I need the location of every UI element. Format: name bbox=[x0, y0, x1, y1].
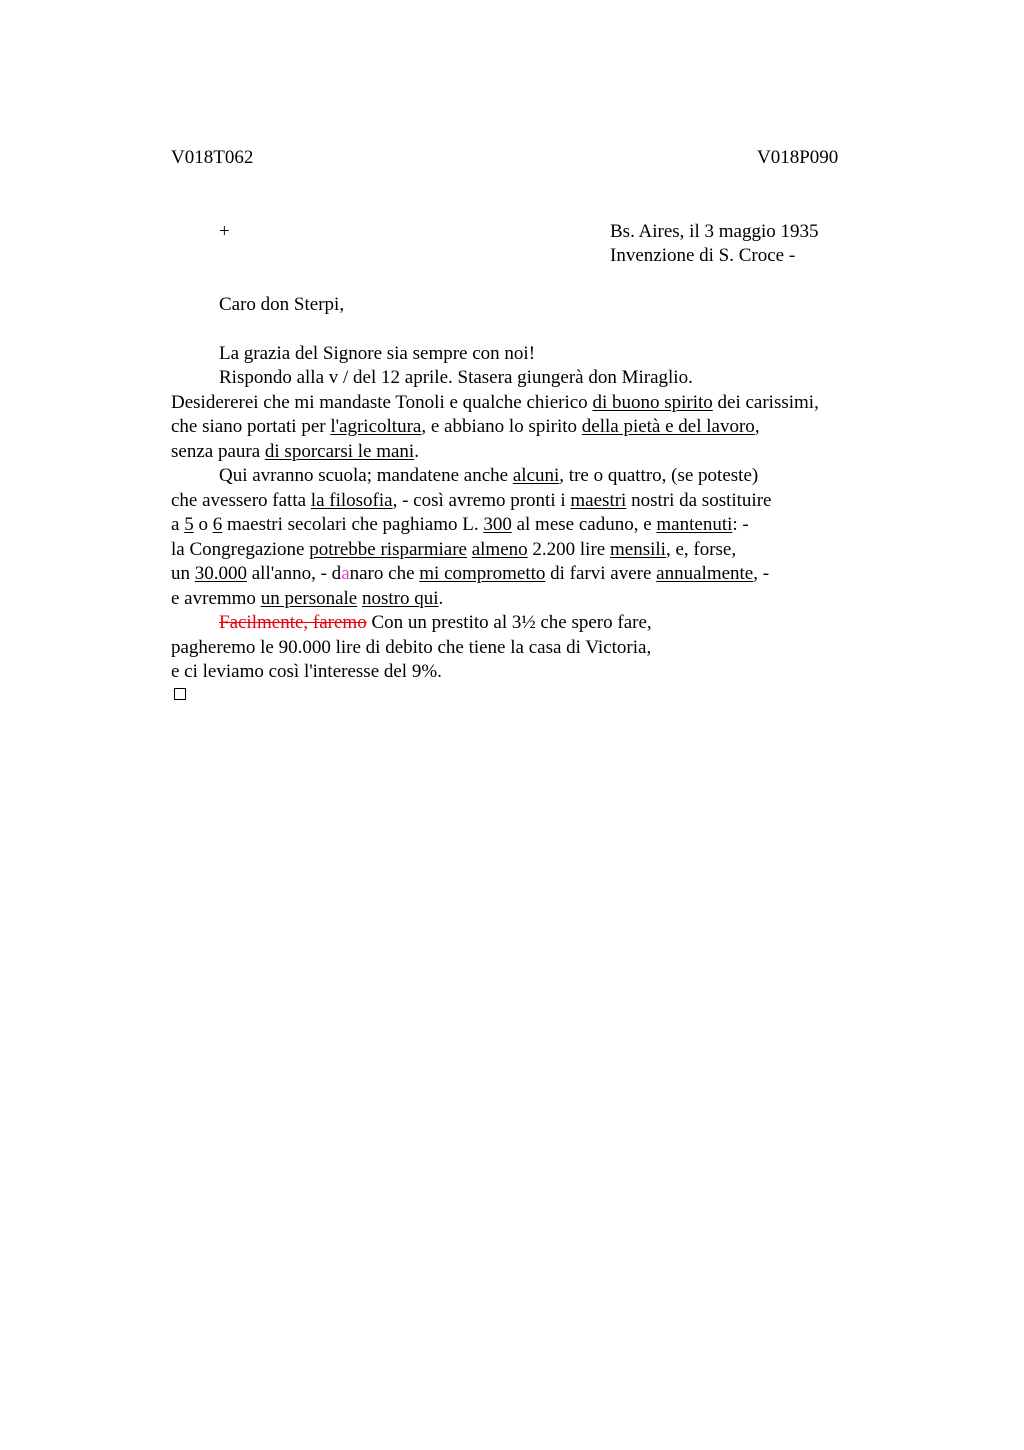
feast-day: Invenzione di S. Croce - bbox=[610, 245, 796, 266]
body-line: che siano portati per l'agricoltura, e abbiano lo spirito della pietà e del lavoro, bbox=[171, 416, 760, 437]
end-square-icon bbox=[174, 688, 186, 700]
body-line: pagheremo le 90.000 lire di debito che tiene la casa di Victoria, bbox=[171, 637, 652, 658]
body-line: la Congregazione potrebbe risparmiare almeno 2.200 lire mensili, e, forse, bbox=[171, 539, 737, 560]
document-code-right: V018P090 bbox=[757, 147, 839, 168]
place-date: Bs. Aires, il 3 maggio 1935 bbox=[610, 221, 819, 242]
body-line: a 5 o 6 maestri secolari che paghiamo L. 300 al mese caduno, e mantenuti: - bbox=[171, 514, 749, 535]
body-line: Facilmente, faremo Con un prestito al 3½ che spero fare, bbox=[219, 612, 652, 633]
body-line: senza paura di sporcarsi le mani. bbox=[171, 441, 419, 462]
struck-text: Facilmente, faremo bbox=[219, 612, 367, 633]
body-line: un 30.000 all'anno, - danaro che mi comprometto di farvi avere annualmente, - bbox=[171, 563, 770, 584]
body-line: Rispondo alla v / del 12 aprile. Stasera giungerà don Miraglio. bbox=[219, 367, 693, 388]
body-line: Qui avranno scuola; mandatene anche alcuni, tre o quattro, (se poteste) bbox=[219, 465, 759, 486]
body-line: La grazia del Signore sia sempre con noi! bbox=[219, 343, 536, 364]
cross-mark: + bbox=[219, 221, 230, 242]
body-line: che avessero fatta la filosofia, - così avremo pronti i maestri nostri da sostituire bbox=[171, 490, 772, 511]
body-line: e ci leviamo così l'interesse del 9%. bbox=[171, 661, 442, 682]
salutation: Caro don Sterpi, bbox=[219, 294, 345, 315]
inserted-letter: a bbox=[341, 563, 350, 584]
document-code-left: V018T062 bbox=[171, 147, 254, 168]
body-line: e avremmo un personale nostro qui. bbox=[171, 588, 444, 609]
body-line: Desidererei che mi mandaste Tonoli e qualche chierico di buono spirito dei carissimi, bbox=[171, 392, 819, 413]
